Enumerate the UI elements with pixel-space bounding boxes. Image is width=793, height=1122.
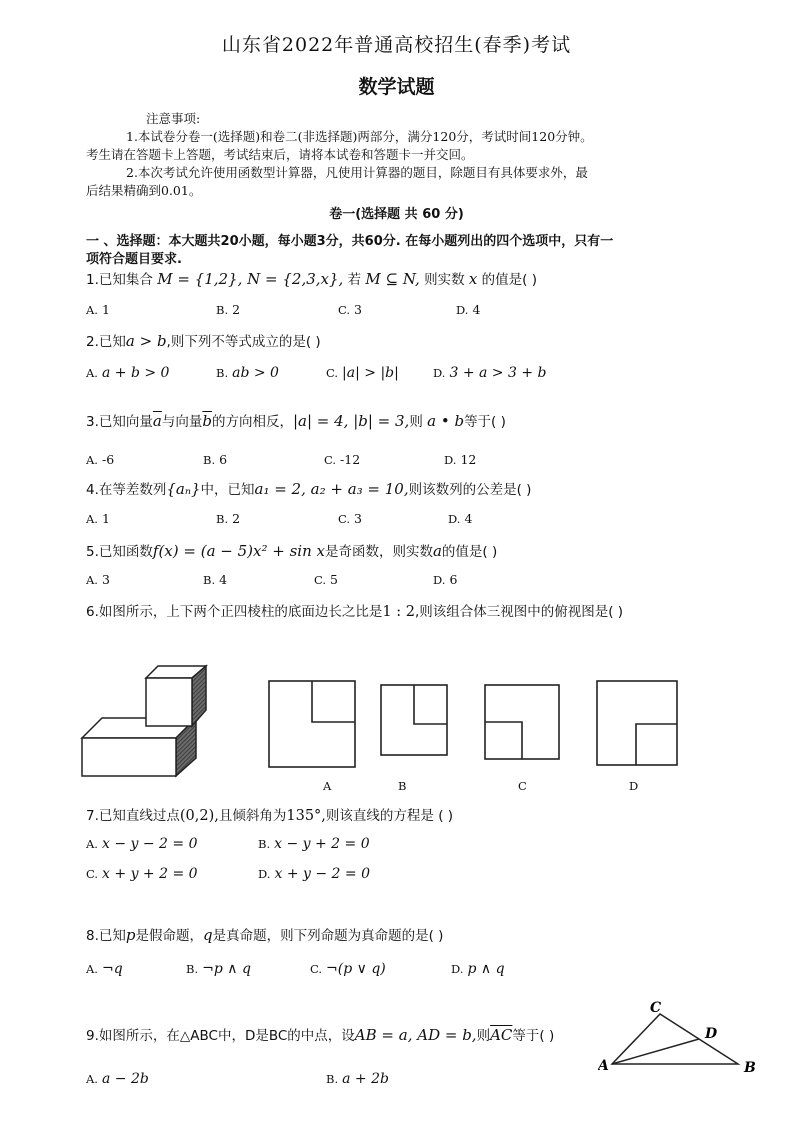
q1-text-mid: 若 bbox=[347, 272, 362, 288]
q7-text-post: 则该直线的方程是 ( ) bbox=[325, 808, 454, 824]
q6-figure-b bbox=[380, 684, 448, 756]
q1-text-end: 的值是( ) bbox=[481, 272, 537, 288]
q2-option-b: B. ab > 0 bbox=[216, 365, 279, 381]
q3-math: |a| = 4, |b| = 3, bbox=[292, 412, 410, 430]
q8-option-d: D. p ∧ q bbox=[451, 961, 505, 977]
q3-option-a: A. -6 bbox=[86, 452, 115, 467]
q2-text-post: ,则下列不等式成立的是( ) bbox=[166, 334, 321, 350]
q5-var: a bbox=[432, 542, 442, 560]
notice-line-1: 1.本试卷分卷一(选择题)和卷二(非选择题)两部分，满分120分，考试时间120分钟。 bbox=[126, 129, 593, 144]
q3-option-c: C. -12 bbox=[324, 452, 361, 467]
q7-angle: 135°, bbox=[286, 808, 326, 824]
q4-option-c: C. 3 bbox=[338, 511, 362, 526]
q5-text-mid: 是奇函数，则实数 bbox=[324, 544, 433, 560]
q2-option-d: D. 3 + a > 3 + b bbox=[433, 365, 547, 381]
q1-option-d: D. 4 bbox=[456, 302, 481, 317]
q4-math: {aₙ} bbox=[166, 480, 201, 498]
question-5 bbox=[86, 540, 497, 560]
q3-option-b: B. 6 bbox=[203, 452, 228, 467]
question-3 bbox=[86, 410, 506, 430]
q6-solid-figure bbox=[78, 660, 218, 780]
q6-label-a: A bbox=[323, 779, 332, 793]
q9-triangle-figure bbox=[598, 998, 766, 1078]
q1-option-a: A. 1 bbox=[86, 302, 110, 317]
q9-math: AB = a, AD = b, bbox=[354, 1026, 477, 1044]
notice-heading: 注意事项: bbox=[146, 111, 201, 126]
q5-math: f(x) = (a − 5)x² + sin x bbox=[152, 542, 325, 560]
q5-text-post: 的值是( ) bbox=[441, 544, 498, 560]
paper-subtitle: 数学试题 bbox=[358, 76, 435, 98]
question-2 bbox=[86, 330, 321, 350]
q3-dot-product: a • b bbox=[427, 412, 465, 430]
notice-line-2: 考生请在答题卡上答题，考试结束后，请将本试卷和答题卡一并交回。 bbox=[86, 147, 474, 162]
q3-text-then: 则 bbox=[409, 414, 423, 430]
question-8 bbox=[86, 924, 443, 944]
q8-option-b: B. ¬p ∧ q bbox=[186, 961, 251, 977]
q9-vector-ac: $\overline{AC}$ bbox=[490, 1026, 513, 1044]
q7-point: (0,2), bbox=[179, 808, 219, 824]
q9-text-post: 则 bbox=[476, 1028, 491, 1044]
q6-label-c: C bbox=[518, 779, 527, 793]
q8-text-post: 是真命题，则下列命题为真命题的是( ) bbox=[212, 928, 444, 944]
q4-text-post: 则该数列的公差是( ) bbox=[408, 482, 532, 498]
q6-ratio: 1 : 2 bbox=[382, 604, 415, 620]
q1-text-post: 则实数 bbox=[424, 272, 465, 288]
exam-title: 山东省2022年普通高校招生(春季)考试 bbox=[221, 34, 572, 56]
q4-option-a: A. 1 bbox=[86, 511, 110, 526]
q2-math: a > b bbox=[125, 332, 167, 350]
q6-label-d: D bbox=[629, 779, 639, 793]
q6-text: 6.如图所示，上下两个正四棱柱的底面边长之比是 bbox=[86, 604, 383, 620]
q7-option-b: B. x − y + 2 = 0 bbox=[258, 836, 370, 852]
q2-option-a: A. a + b > 0 bbox=[86, 365, 170, 381]
triangle-label-d: D bbox=[705, 1026, 718, 1042]
q8-text-mid: 是假命题， bbox=[135, 928, 203, 944]
q9-text: 9.如图所示，在△ABC中，D是BC的中点，设 bbox=[86, 1028, 355, 1044]
q1-math-2: M ⊆ N, bbox=[365, 270, 420, 288]
q9-option-b: B. a + 2b bbox=[326, 1071, 389, 1087]
q4-text: 4.在等差数列 bbox=[86, 482, 167, 498]
q2-option-c: C. |a| > |b| bbox=[326, 365, 399, 381]
q5-option-b: B. 4 bbox=[203, 572, 228, 587]
q8-option-a: A. ¬q bbox=[86, 961, 123, 977]
q3-text: 3.已知向量 bbox=[86, 414, 153, 430]
q2-text: 2.已知 bbox=[86, 334, 126, 350]
question-6 bbox=[86, 600, 623, 620]
q7-text: 7.已知直线过点 bbox=[86, 808, 180, 824]
q7-option-d: D. x + y − 2 = 0 bbox=[258, 866, 370, 882]
q4-option-d: D. 4 bbox=[448, 511, 473, 526]
triangle-label-a: A bbox=[598, 1058, 609, 1074]
triangle-label-c: C bbox=[650, 1000, 662, 1016]
q6-text-post: ,则该组合体三视图中的俯视图是( ) bbox=[414, 604, 624, 620]
q1-var: x bbox=[468, 270, 478, 288]
q1-option-c: C. 3 bbox=[338, 302, 362, 317]
q3-vector-a: $\overline{a}$ bbox=[152, 412, 162, 430]
q1-math: M = {1,2}, N = {2,3,x}, bbox=[157, 270, 344, 288]
q8-var-p: p bbox=[125, 926, 136, 944]
q7-option-c: C. x + y + 2 = 0 bbox=[86, 866, 198, 882]
q6-figure-c bbox=[484, 684, 560, 760]
q1-text: 1.已知集合 bbox=[86, 272, 153, 288]
q9-option-a: A. a − 2b bbox=[86, 1071, 149, 1087]
question-9 bbox=[86, 1024, 554, 1044]
q5-option-a: A. 3 bbox=[86, 572, 110, 587]
question-7 bbox=[86, 804, 453, 824]
section-instruction-2: 项符合题目要求. bbox=[86, 252, 182, 267]
q3-text-mid: 与向量 bbox=[161, 414, 203, 430]
q5-option-c: C. 5 bbox=[314, 572, 338, 587]
triangle-label-b: B bbox=[744, 1060, 756, 1076]
q8-option-c: C. ¬(p ∨ q) bbox=[310, 961, 386, 977]
q5-text: 5.已知函数 bbox=[86, 544, 153, 560]
notice-line-3: 2.本次考试允许使用函数型计算器，凡使用计算器的题目，除题目有具体要求外，最 bbox=[126, 165, 588, 180]
q4-math-2: a₁ = 2, a₂ + a₃ = 10, bbox=[254, 480, 409, 498]
q9-text-end: 等于( ) bbox=[512, 1028, 555, 1044]
notice-line-4: 后结果精确到0.01。 bbox=[86, 183, 202, 198]
q3-vector-b: $\overline{b}$ bbox=[202, 412, 212, 430]
q8-var-q: q bbox=[203, 926, 213, 944]
section-instruction-1: 一 、选择题：本大题共20小题，每小题3分，共60分. 在每小题列出的四个选项中，只有一 bbox=[86, 234, 614, 249]
q6-figure-d bbox=[596, 680, 678, 766]
q3-option-d: D. 12 bbox=[444, 452, 477, 467]
q3-text-post: 的方向相反， bbox=[211, 414, 293, 430]
q4-text-mid: 中，已知 bbox=[200, 482, 255, 498]
q5-option-d: D. 6 bbox=[433, 572, 458, 587]
q6-label-b: B bbox=[398, 779, 407, 793]
section-title: 卷一(选择题 共 60 分) bbox=[329, 207, 464, 222]
q8-text: 8.已知 bbox=[86, 928, 126, 944]
q6-figure-a bbox=[268, 680, 356, 768]
q7-option-a: A. x − y − 2 = 0 bbox=[86, 836, 198, 852]
q3-text-end: 等于( ) bbox=[464, 414, 506, 430]
question-1 bbox=[86, 268, 537, 288]
q7-text-mid: 且倾斜角为 bbox=[218, 808, 287, 824]
q1-option-b: B. 2 bbox=[216, 302, 241, 317]
q4-option-b: B. 2 bbox=[216, 511, 241, 526]
question-4 bbox=[86, 478, 531, 498]
